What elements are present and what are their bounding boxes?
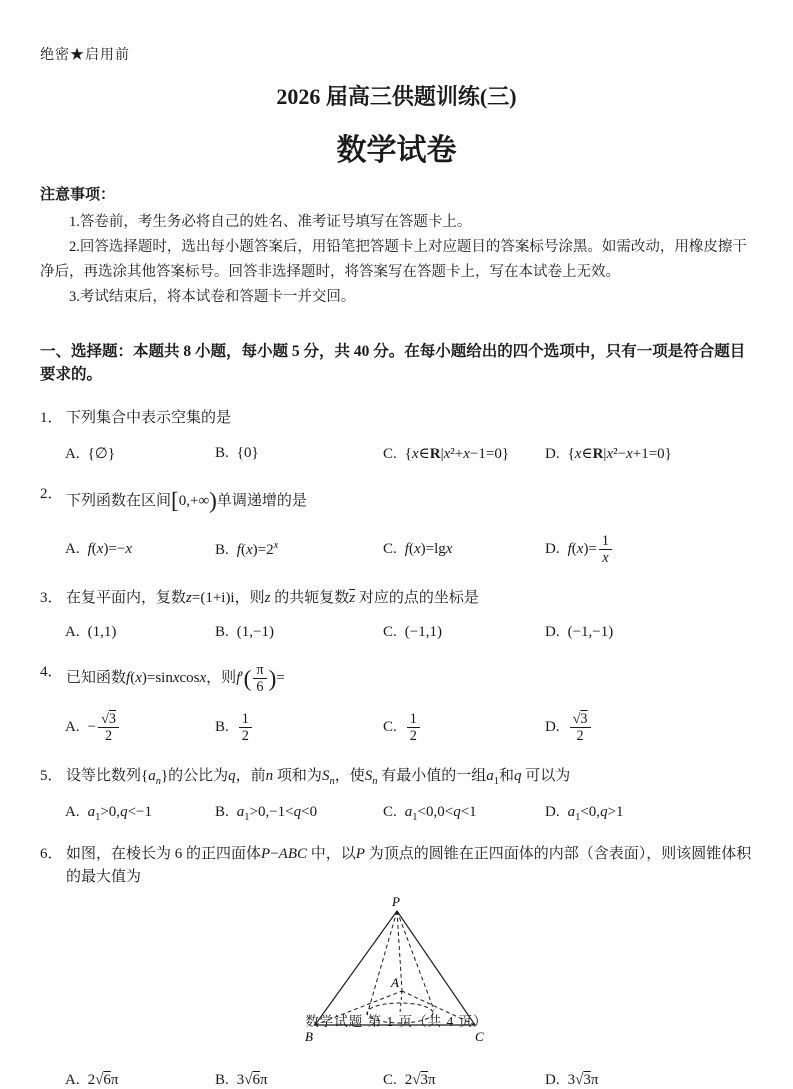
- options-row: [65, 624, 753, 641]
- option-d: D. $\frac{√3}{2}$: [545, 711, 753, 745]
- question-number: 1．: [40, 409, 63, 426]
- option-c: C. (−1,1): [383, 623, 442, 640]
- question-3: [40, 587, 753, 641]
- option-a: A. − $\frac{√3}{2}$: [65, 711, 215, 745]
- option-d: D. $a_1<0,q>1$: [545, 803, 624, 823]
- option-a: A. {∅}: [65, 445, 116, 462]
- option-d: D. {x∈R|x²−x+1=0}: [545, 445, 672, 462]
- option-a: A. $a_1>0,q<-1$: [65, 803, 152, 823]
- vertex-label-a: A: [390, 975, 399, 991]
- options-row: [65, 1072, 753, 1089]
- question-number: 3．: [40, 589, 63, 606]
- option-c: C. 2√3π: [383, 1072, 436, 1089]
- option-c: C. {x∈R|x²+x−1=0}: [383, 445, 510, 462]
- question-5: [40, 765, 753, 823]
- option-b: B. $\frac{1}{2}$: [215, 711, 383, 745]
- option-b: B. 3√6π: [215, 1072, 268, 1089]
- question-number: 6．: [40, 845, 63, 862]
- notice-item-2: 2.回答选择题时，选出每小题答案后，用铅笔把答题卡上对应题目的答案标号涂黑。如需改动，用橡皮擦干净后，再选涂其他答案标号。回答非选择题时，将答案写在答题卡上，写在本试卷上无效。: [40, 239, 747, 280]
- option-b: B. $a_1>0,-1<q<0$: [215, 803, 318, 823]
- page-footer: 数学试题 第 1 页（共 4 页）: [305, 1014, 488, 1029]
- question-stem: 下列集合中表示空集的是: [66, 409, 232, 426]
- option-a: A. f(x)=−x: [65, 541, 133, 558]
- options-row: [65, 711, 753, 745]
- question-1: [40, 407, 753, 463]
- question-stem: 在复平面内，复数z=(1+i)i，则z 的共轭复数$\overline{z}$ 对应的点的坐标是: [66, 589, 479, 606]
- vertex-label-c: C: [474, 1029, 484, 1045]
- notice-list: [40, 210, 753, 310]
- question-stem: 设等比数列$\{a_n\}$的公比为q，前n 项和为$S_n$，使$S_n$ 有最小值的一组$a_1$和q 可以为: [66, 767, 571, 787]
- question-number: 2．: [40, 485, 63, 502]
- question-stem: 如图，在棱长为 6 的正四面体P−ABC 中，以P 为顶点的圆锥在正四面体的内部（含表面），则该圆锥体积的最大值为: [66, 845, 752, 886]
- option-b: B. $f(x)=2^x$: [215, 540, 279, 559]
- option-d: D. f(x)= $\frac{1}{x}$: [545, 533, 753, 567]
- tetrahedron-figure: [40, 895, 753, 1058]
- question-number: 5．: [40, 767, 63, 784]
- question-4: [40, 661, 753, 745]
- option-d: D. 3√3π: [545, 1072, 599, 1089]
- classification-label: 绝密★启用前: [40, 48, 130, 63]
- question-2: [40, 483, 753, 567]
- options-row: [65, 533, 753, 567]
- options-row: [65, 804, 753, 823]
- question-6: [40, 843, 753, 1089]
- exam-session-title: 2026 届高三供题训练(三): [276, 84, 517, 109]
- vertex-label-p: P: [391, 895, 400, 910]
- options-row: [65, 444, 753, 463]
- question-stem: 已知函数 f ( x )=sin x cos x ，则 f ′ ( $\frac{\pi}{6}$ ) =: [66, 661, 285, 696]
- question-number: 4．: [40, 663, 63, 680]
- notice-item-1: 1.答卷前，考生务必将自己的姓名、准考证号填写在答题卡上。: [69, 214, 472, 230]
- paper-title: 数学试卷: [336, 134, 457, 167]
- option-c: C. $\frac{1}{2}$: [383, 711, 545, 745]
- option-a: A. (1,1): [65, 623, 117, 640]
- notice-item-3: 3.考试结束后，将本试卷和答题卡一并交回。: [69, 289, 356, 305]
- option-a: A. 2√6π: [65, 1072, 119, 1089]
- vertex-label-b: B: [304, 1029, 313, 1045]
- option-c: C. $a_1<0,0<q<1$: [383, 803, 477, 823]
- notice-heading: 注意事项：: [40, 187, 116, 203]
- section-heading: 一、选择题：本题共 8 小题，每小题 5 分，共 40 分。在每小题给出的四个选项中，只有一项是符合题目要求的。: [40, 343, 746, 384]
- question-stem: 下列函数在区间[0,+∞)单调递增的是: [66, 487, 307, 514]
- option-d: D. (−1,−1): [545, 623, 614, 640]
- option-b: B. {0}: [215, 444, 259, 461]
- option-c: C. f(x)=lgx: [383, 541, 453, 558]
- option-b: B. (1,−1): [215, 623, 274, 640]
